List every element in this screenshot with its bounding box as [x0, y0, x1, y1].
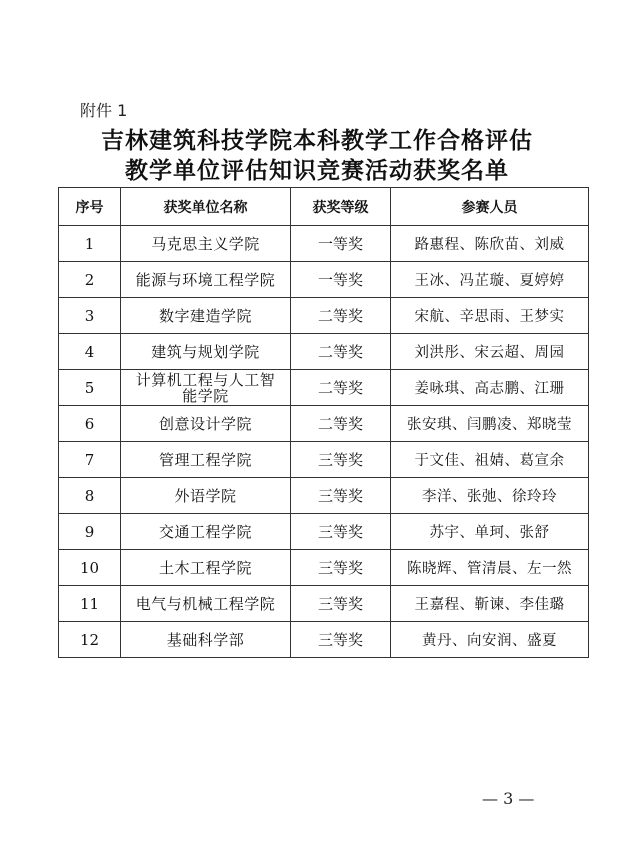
cell-unit: 数字建造学院	[121, 298, 291, 334]
cell-members: 黄丹、向安润、盛夏	[391, 622, 589, 658]
cell-members: 张安琪、闫鹏凌、郑晓莹	[391, 406, 589, 442]
awards-table	[58, 187, 589, 658]
document-title-line-1: 吉林建筑科技学院本科教学工作合格评估	[101, 128, 533, 154]
cell-seq: 3	[59, 298, 121, 334]
cell-seq: 7	[59, 442, 121, 478]
cell-members: 王嘉程、靳谏、李佳璐	[391, 586, 589, 622]
cell-members: 苏宇、单珂、张舒	[391, 514, 589, 550]
table-row	[59, 514, 589, 550]
table-row	[59, 226, 589, 262]
page-number: — 3 —	[482, 789, 535, 808]
cell-unit: 基础科学部	[121, 622, 291, 658]
cell-level: 一等奖	[291, 226, 391, 262]
cell-unit: 交通工程学院	[121, 514, 291, 550]
cell-unit: 外语学院	[121, 478, 291, 514]
cell-members: 姜咏琪、高志鹏、江珊	[391, 370, 589, 406]
cell-unit: 创意设计学院	[121, 406, 291, 442]
header-members: 参赛人员	[391, 188, 589, 226]
cell-unit: 能源与环境工程学院	[121, 262, 291, 298]
table-row	[59, 586, 589, 622]
header-unit: 获奖单位名称	[121, 188, 291, 226]
cell-level: 三等奖	[291, 514, 391, 550]
cell-unit: 建筑与规划学院	[121, 334, 291, 370]
cell-seq: 4	[59, 334, 121, 370]
cell-unit: 管理工程学院	[121, 442, 291, 478]
cell-members: 宋航、辛思雨、王梦实	[391, 298, 589, 334]
cell-seq: 11	[59, 586, 121, 622]
cell-level: 二等奖	[291, 334, 391, 370]
cell-seq: 9	[59, 514, 121, 550]
cell-level: 三等奖	[291, 622, 391, 658]
cell-level: 二等奖	[291, 370, 391, 406]
table-row	[59, 478, 589, 514]
table-header-row	[59, 188, 589, 226]
cell-level: 三等奖	[291, 478, 391, 514]
header-seq: 序号	[59, 188, 121, 226]
cell-seq: 10	[59, 550, 121, 586]
document-title-line-2: 教学单位评估知识竞赛活动获奖名单	[125, 158, 509, 184]
cell-unit: 土木工程学院	[121, 550, 291, 586]
table-row	[59, 622, 589, 658]
table-row	[59, 262, 589, 298]
cell-members: 王冰、冯芷璇、夏婷婷	[391, 262, 589, 298]
cell-seq: 1	[59, 226, 121, 262]
table-row	[59, 550, 589, 586]
attachment-label: 附件 1	[80, 101, 128, 120]
header-level: 获奖等级	[291, 188, 391, 226]
table-row	[59, 370, 589, 406]
cell-level: 三等奖	[291, 586, 391, 622]
cell-level: 二等奖	[291, 298, 391, 334]
cell-seq: 5	[59, 370, 121, 406]
cell-level: 三等奖	[291, 550, 391, 586]
cell-unit: 马克思主义学院	[121, 226, 291, 262]
cell-members: 李洋、张弛、徐玲玲	[391, 478, 589, 514]
cell-members: 于文佳、祖婧、葛宣余	[391, 442, 589, 478]
table-row	[59, 442, 589, 478]
cell-unit: 电气与机械工程学院	[121, 586, 291, 622]
cell-seq: 8	[59, 478, 121, 514]
cell-unit: 计算机工程与人工智能学院	[121, 370, 291, 406]
table-row	[59, 406, 589, 442]
cell-level: 三等奖	[291, 442, 391, 478]
table-row	[59, 298, 589, 334]
cell-seq: 2	[59, 262, 121, 298]
cell-members: 刘洪彤、宋云超、周园	[391, 334, 589, 370]
cell-level: 二等奖	[291, 406, 391, 442]
cell-members: 路惠程、陈欣苗、刘威	[391, 226, 589, 262]
cell-members: 陈晓辉、管清晨、左一然	[391, 550, 589, 586]
table-row	[59, 334, 589, 370]
cell-level: 一等奖	[291, 262, 391, 298]
cell-seq: 6	[59, 406, 121, 442]
cell-seq: 12	[59, 622, 121, 658]
